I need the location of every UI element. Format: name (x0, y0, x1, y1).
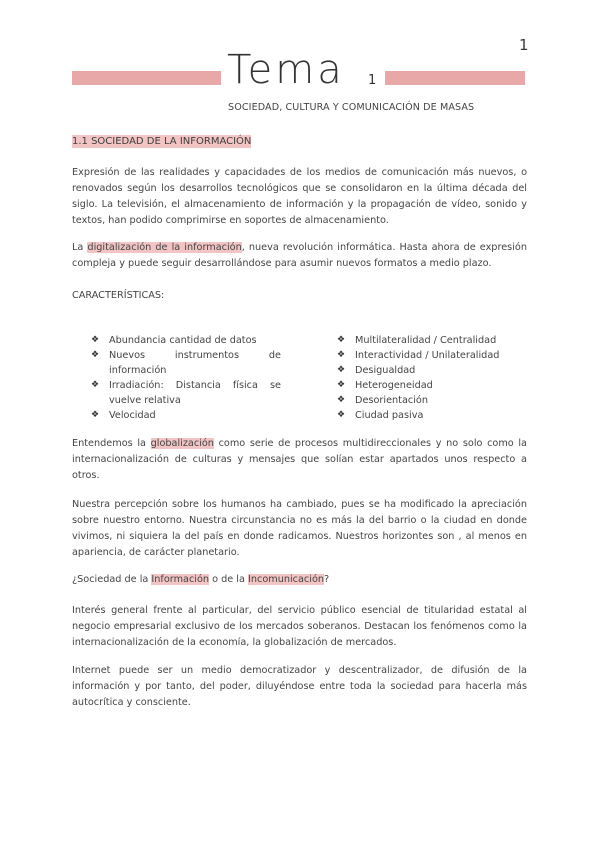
paragraph-3: Entendemos la globalización como serie de procesos multidireccionales y no solo como la internacionalización de culturas y mensajes que solían estar apartados unos respecto a otros. (72, 438, 527, 481)
characteristics-list-left (91, 333, 281, 423)
paragraph-4: Nuestra percepción sobre los humanos ha cambiado, pues se ha modificado la apreciación sobre nuestro entorno. Nuestra circunstancia no es más la del barrio o la ciudad en donde vivimos, ni siquiera la del país en donde radicamos. Nuestros horizontes son , al menos en apariencia, de carácter planetario. (72, 499, 527, 558)
question-line: ¿Sociedad de la Información o de la Incomunicación? (72, 574, 330, 585)
title-decor-bar-right (385, 71, 525, 85)
section-heading: 1.1 SOCIEDAD DE LA INFORMACIÓN (72, 136, 252, 147)
list-item: ❖ Interactividad / Unilateralidad (337, 348, 527, 363)
paragraph-2: La digitalización de la información, nueva revolución informática. Hasta ahora de expresión compleja y puede seguir desarrollándose para asumir nuevos formatos a medio plazo. (72, 242, 527, 269)
paragraph-1: Expresión de las realidades y capacidades de los medios de comunicación más nuevos, o renovados según los desarrollos tecnológicos que se consolidaron en la última década del siglo. La televisión, el almacenamiento de información y la propagación de vídeo, sonido y textos, han podido comprimirse en soportes de almacenamiento. (72, 167, 527, 226)
highlight-incomunicacion: Incomunicación (248, 574, 325, 585)
list-item: ❖ Nuevos instrumentos de información (91, 348, 281, 378)
characteristics-label: CARACTERÍSTICAS: (72, 290, 165, 301)
title-number: 1 (368, 73, 377, 88)
list-item: ❖ Multilateralidad / Centralidad (337, 333, 527, 348)
list-item: ❖ Ciudad pasiva (337, 408, 527, 423)
paragraph-5: Interés general frente al particular, del servicio público esencial de titularidad estatal al negocio empresarial exclusivo de los mercados soberanos. Destacan los fenómenos como la internacionalización de la economía, la globalización de mercados. (72, 605, 527, 648)
list-item: ❖ Desorientación (337, 393, 527, 408)
highlight-globalizacion: globalización (150, 438, 214, 449)
characteristics-list-right (337, 333, 527, 423)
highlight-informacion: Información (151, 574, 210, 585)
list-item: ❖ Velocidad (91, 408, 281, 423)
list-item: ❖ Heterogeneidad (337, 378, 527, 393)
list-item: ❖ Abundancia cantidad de datos (91, 333, 281, 348)
page-subtitle: SOCIEDAD, CULTURA Y COMUNICACIÓN DE MASAS (228, 102, 475, 113)
paragraph-6: Internet puede ser un medio democratizador y descentralizador, de difusión de la información y por tanto, del poder, diluyéndose entre toda la sociedad para hacerla más autocrítica y consciente. (72, 665, 527, 708)
page-number: 1 (519, 36, 529, 54)
title-decor-bar-left (72, 71, 221, 85)
list-item: ❖ Desigualdad (337, 363, 527, 378)
page-title: Tema (227, 47, 345, 93)
list-item: ❖ Irradiación: Distancia física se vuelve relativa (91, 378, 281, 408)
highlight-digitalizacion: digitalización de la información (87, 242, 242, 253)
